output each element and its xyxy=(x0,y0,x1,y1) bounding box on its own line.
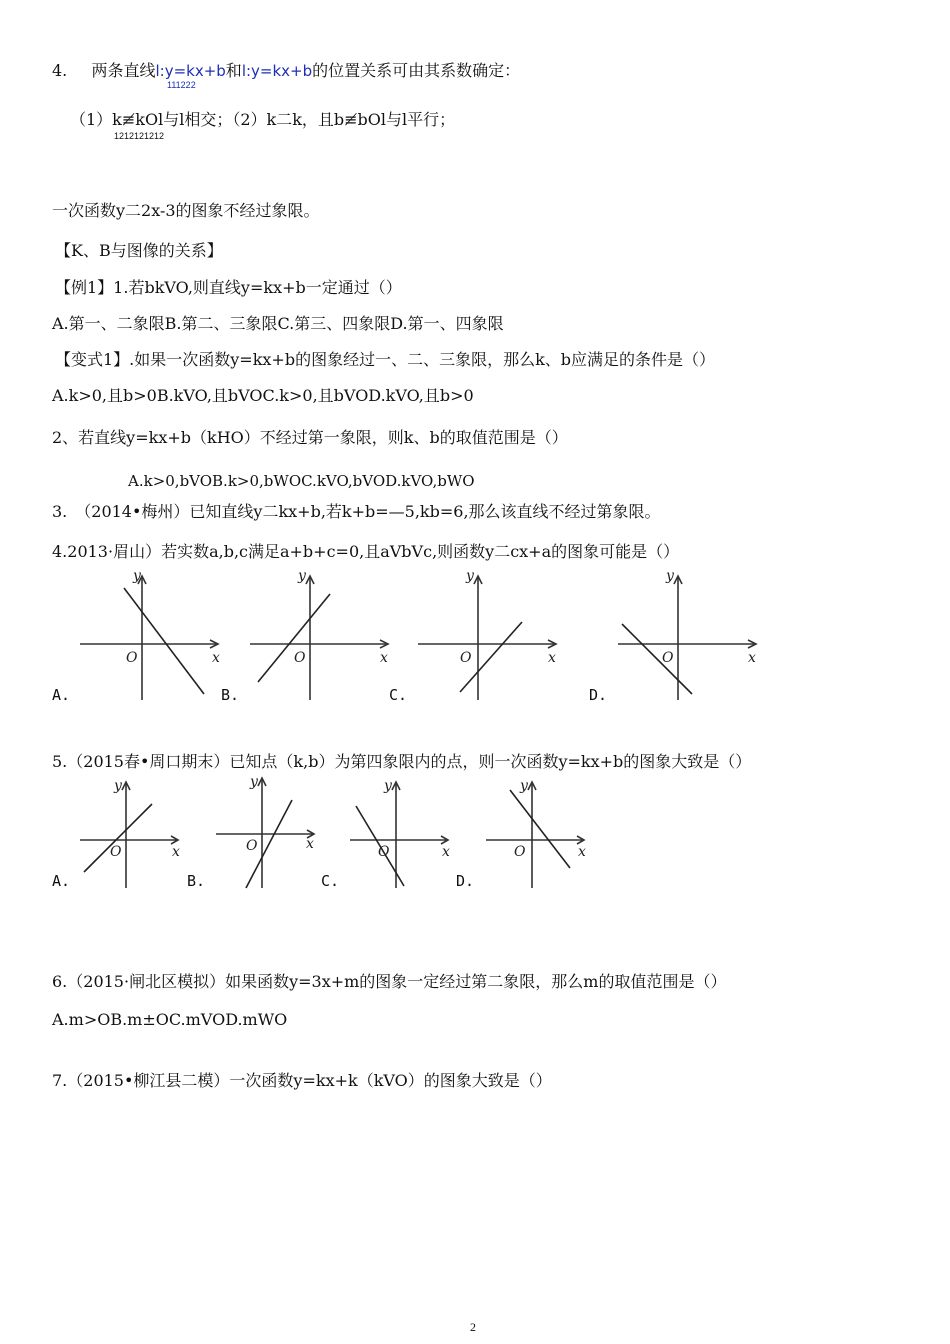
graph-set1-label-c: C. xyxy=(389,686,408,704)
q6-question: 6.（2015·闸北区模拟）如果函数y=3x+m的图象一定经过第二象限，那么m的取值范围是（） xyxy=(52,972,727,991)
example1-question: 【例1】1.若bkVO,则直线y=kx+b一定通过（） xyxy=(55,278,402,297)
graph-set1-c-xlabel: x xyxy=(548,650,556,666)
q2-options: A.k>0,bVOB.k>0,bWOC.kVO,bVOD.kVO,bWO xyxy=(128,472,475,490)
q6-options: A.m>OB.m±OC.mVOD.mWO xyxy=(52,1010,288,1029)
graph-set1-a-ylabel: y xyxy=(133,568,141,584)
graph-set1-d-ylabel: y xyxy=(666,568,674,584)
graph-set1-a-origin: O xyxy=(126,650,138,666)
q4-subscript: 111222 xyxy=(167,80,196,90)
graph-set1-b-origin: O xyxy=(294,650,306,666)
graph-set2-label-d: D. xyxy=(456,872,475,890)
q4-prefix: 两条直线 xyxy=(91,61,156,80)
graph-set1-label-a: A. xyxy=(52,686,71,704)
graph-set2-d-xlabel: x xyxy=(578,844,586,860)
graph-set1-c-ylabel: y xyxy=(466,568,474,584)
graph-set2-a-svg xyxy=(78,776,188,890)
section-title: 【K、B与图像的关系】 xyxy=(55,241,223,260)
graph-set1-d-origin: O xyxy=(662,650,674,666)
graph-set2-b-origin: O xyxy=(246,838,258,854)
graph-set2-a-line xyxy=(84,804,152,872)
graph-set1-c-origin: O xyxy=(460,650,472,666)
q4-mid: 和 xyxy=(225,61,242,80)
graph-set1-a-line xyxy=(124,588,204,694)
graph-set2-a-ylabel: y xyxy=(114,778,122,794)
graph-set2-b xyxy=(214,772,324,890)
q4-line xyxy=(52,61,520,81)
graph-set2-label-b: B. xyxy=(187,872,206,890)
graph-set1-a-xlabel: x xyxy=(212,650,220,666)
q7-question: 7.（2015•柳江县二模）一次函数y=kx+k（kVO）的图象大致是（） xyxy=(52,1071,552,1090)
page-number: 2 xyxy=(470,1320,476,1334)
graph-set2-b-svg xyxy=(214,772,324,890)
graph-set2-d-origin: O xyxy=(514,844,526,860)
graph-set2-b-ylabel: y xyxy=(250,774,258,790)
example1-options: A.第一、二象限B.第二、三象限C.第三、四象限D.第一、四象限 xyxy=(52,314,504,333)
q3-question: 3. （2014•梅州）已知直线y二kx+b,若k+b=—5,kb=6,那么该直线不经过第象限。 xyxy=(52,502,661,521)
graph-set2-c-origin: O xyxy=(378,844,390,860)
graph-set1-b-line xyxy=(258,594,330,682)
graph-set2-d xyxy=(484,776,594,890)
graph-set1-d-line xyxy=(622,624,692,694)
graph-set1-d xyxy=(616,566,766,702)
q4-line1-formula: l:y=kx+b xyxy=(155,62,226,80)
q4-suffix: 的位置关系可由其系数确定： xyxy=(312,61,521,80)
graph-set1-b xyxy=(248,566,398,702)
q4-number: 4. xyxy=(52,61,68,80)
graph-set2-d-ylabel: y xyxy=(520,778,528,794)
graph-set1-a xyxy=(78,566,228,702)
condition-subscript: 1212121212 xyxy=(114,131,165,141)
q4b-question: 4.2013·眉山）若实数a,b,c满足a+b+c=0,且aVbVc,则函数y二cx+a的图象可能是（） xyxy=(52,542,680,561)
graph-set1-d-xlabel: x xyxy=(748,650,756,666)
graph-set2-c xyxy=(348,776,458,890)
graph-set2-d-svg xyxy=(484,776,594,890)
graph-set2-c-ylabel: y xyxy=(384,778,392,794)
graph-set2-b-xlabel: x xyxy=(306,836,314,852)
graph-set1-label-d: D. xyxy=(589,686,608,704)
graph-set2-c-xlabel: x xyxy=(442,844,450,860)
q2-question: 2、若直线y=kx+b（kHO）不经过第一象限，则k、b的取值范围是（） xyxy=(52,428,568,447)
q5-question: 5.（2015春•周口期末）已知点（k,b）为第四象限内的点，则一次函数y=kx+b的图象大致是（） xyxy=(52,752,752,771)
graph-set1-d-svg xyxy=(616,566,766,702)
q4-line2-formula: l:y=kx+b xyxy=(241,62,313,80)
graph-set1-c xyxy=(416,566,566,702)
graph-set1-label-b: B. xyxy=(221,686,240,704)
graph-set1-c-svg xyxy=(416,566,566,702)
graph-set1-b-xlabel: x xyxy=(380,650,388,666)
condition-line: （1）k≢kOl与l相交；（2）k二k，且b≢bOl与l平行； xyxy=(70,110,456,129)
graph-set1-b-ylabel: y xyxy=(298,568,306,584)
variant1-options: A.k>0,且b>0B.kVO,且bVOC.k>0,且bVOD.kVO,且b>0 xyxy=(52,386,474,405)
graph-set2-label-a: A. xyxy=(52,872,71,890)
graph-set2-a xyxy=(78,776,188,890)
graph-set2-a-xlabel: x xyxy=(172,844,180,860)
graph-set1-a-svg xyxy=(78,566,228,702)
graph-set2-a-origin: O xyxy=(110,844,122,860)
graph-set2-c-svg xyxy=(348,776,458,890)
graph-set1-b-svg xyxy=(248,566,398,702)
quadrant-question: 一次函数y二2x-3的图象不经过象限。 xyxy=(52,201,320,220)
variant1-question: 【变式1】.如果一次函数y=kx+b的图象经过一、二、三象限，那么k、b应满足的条件是（） xyxy=(55,350,716,369)
graph-set2-label-c: C. xyxy=(321,872,340,890)
